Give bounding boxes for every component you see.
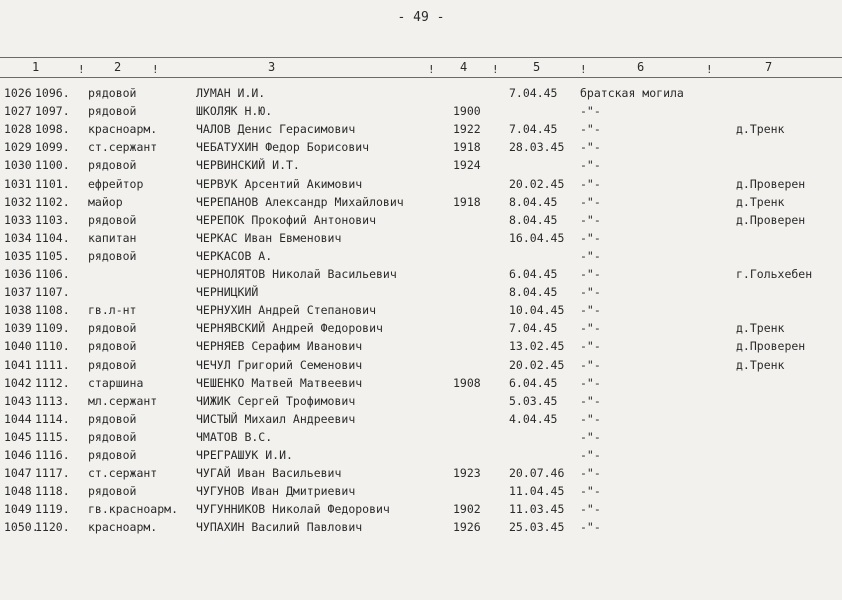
table-row: [0, 374, 842, 392]
record-number-cell: 1035: [4, 248, 32, 263]
location-cell: д.Тренк: [736, 122, 785, 137]
table-row: [0, 301, 842, 319]
record-number-cell: 1027: [4, 104, 32, 119]
rank-cell: капитан: [88, 230, 137, 245]
record-number-cell: 1029: [4, 140, 32, 155]
full-name-cell: ЧУПАХИН Василий Павлович: [196, 520, 363, 535]
record-number-cell: 1026: [4, 86, 32, 100]
record-number-cell: 1037: [4, 285, 32, 300]
rank-cell: рядовой: [88, 357, 137, 372]
birth-year-cell: 1918: [453, 194, 481, 209]
full-name-cell: ЧМАТОВ В.С.: [196, 429, 273, 444]
death-date-cell: 28.03.45: [509, 140, 565, 155]
record-number-cell: 1031: [4, 176, 32, 191]
register-number-cell: 1119.: [35, 502, 70, 517]
record-number-cell: 1040: [4, 339, 32, 354]
location-cell: д.Тренк: [736, 194, 785, 209]
record-number-cell: 1028: [4, 122, 32, 137]
full-name-cell: ЧАЛОВ Денис Герасимович: [196, 122, 356, 137]
register-number-cell: 1111.: [35, 357, 70, 372]
record-number-cell: 1034: [4, 230, 32, 245]
register-number-cell: 1115.: [35, 429, 70, 444]
rank-cell: рядовой: [88, 429, 137, 444]
table-row: [0, 500, 842, 518]
register-number-cell: 1114.: [35, 411, 70, 426]
rank-cell: ефрейтор: [88, 176, 144, 191]
table-row: [0, 319, 842, 337]
rank-cell: майор: [88, 194, 123, 209]
burial-place-cell: -"-: [580, 194, 601, 209]
death-date-cell: 5.03.45: [509, 393, 558, 408]
full-name-cell: ЧИЖИК Сергей Трофимович: [196, 393, 356, 408]
table-row: [0, 175, 842, 193]
rank-cell: рядовой: [88, 448, 137, 462]
register-number-cell: 1108.: [35, 303, 70, 318]
full-name-cell: ЧЕБАТУХИН Федор Борисович: [196, 140, 370, 155]
table-row: [0, 482, 842, 500]
register-number-cell: 1100.: [35, 158, 70, 173]
location-cell: д.Тренк: [736, 321, 785, 336]
burial-place-cell: -"-: [580, 285, 601, 300]
record-number-cell: 1030: [4, 158, 32, 173]
record-number-cell: 1033: [4, 212, 32, 227]
register-number-cell: 1120.: [35, 520, 70, 535]
burial-place-cell: -"-: [580, 411, 601, 426]
rank-cell: гв.красноарм.: [88, 502, 179, 517]
record-number-cell: 1045: [4, 429, 32, 444]
burial-place-cell: -"-: [580, 122, 601, 137]
register-number-cell: 1116.: [35, 448, 70, 462]
register-number-cell: 1104.: [35, 230, 70, 245]
burial-place-cell: -"-: [580, 448, 601, 462]
rank-cell: рядовой: [88, 212, 137, 227]
burial-place-cell: -"-: [580, 375, 601, 390]
birth-year-cell: 1900: [453, 104, 481, 119]
register-number-cell: 1107.: [35, 285, 70, 300]
death-date-cell: 8.04.45: [509, 285, 558, 300]
register-number-cell: 1101.: [35, 176, 70, 191]
burial-place-cell: -"-: [580, 230, 601, 245]
column-header-2: 2: [114, 60, 122, 74]
table-row: [0, 428, 842, 446]
death-date-cell: 8.04.45: [509, 194, 558, 209]
full-name-cell: ЧЕРВИНСКИЙ И.Т.: [196, 158, 300, 173]
burial-place-cell: братская могила: [580, 86, 684, 100]
record-number-cell: 1042: [4, 375, 32, 390]
death-date-cell: 20.02.45: [509, 357, 565, 372]
table-row: [0, 464, 842, 482]
rank-cell: рядовой: [88, 158, 137, 173]
death-date-cell: 25.03.45: [509, 520, 565, 535]
location-cell: д.Проверен: [736, 212, 806, 227]
full-name-cell: ЧУГУНОВ Иван Дмитриевич: [196, 484, 356, 499]
column-header-6: 6: [637, 60, 645, 74]
table-row: [0, 337, 842, 355]
table-row: [0, 156, 842, 174]
register-number-cell: 1098.: [35, 122, 70, 137]
birth-year-cell: 1908: [453, 375, 481, 390]
record-number-cell: 1043: [4, 393, 32, 408]
record-number-cell: 1047: [4, 466, 32, 481]
rank-cell: рядовой: [88, 321, 137, 336]
full-name-cell: ЧЕРЕПОК Прокофий Антонович: [196, 212, 377, 227]
record-number-cell: 1041: [4, 357, 32, 372]
burial-place-cell: -"-: [580, 429, 601, 444]
burial-place-cell: -"-: [580, 176, 601, 191]
column-separator: !: [580, 63, 587, 76]
register-number-cell: 1097.: [35, 104, 70, 119]
full-name-cell: ЧЕРКАСОВ А.: [196, 248, 273, 263]
table-row: [0, 102, 842, 120]
birth-year-cell: 1926: [453, 520, 481, 535]
death-date-cell: 4.04.45: [509, 411, 558, 426]
death-date-cell: 7.04.45: [509, 86, 558, 100]
full-name-cell: ЧЕРНЯЕВ Серафим Иванович: [196, 339, 363, 354]
full-name-cell: ЧЕРНИЦКИЙ: [196, 285, 259, 300]
full-name-cell: ЧЕРЕПАНОВ Александр Михайлович: [196, 194, 404, 209]
full-name-cell: ЧИСТЫЙ Михаил Андреевич: [196, 411, 356, 426]
death-date-cell: 20.07.46: [509, 466, 565, 481]
table-row: [0, 446, 842, 464]
death-date-cell: 20.02.45: [509, 176, 565, 191]
burial-place-cell: -"-: [580, 520, 601, 535]
table-row: [0, 193, 842, 211]
table-row: [0, 410, 842, 428]
rank-cell: красноарм.: [88, 520, 158, 535]
death-date-cell: 6.04.45: [509, 375, 558, 390]
rank-cell: красноарм.: [88, 122, 158, 137]
column-header-1: 1: [32, 60, 40, 74]
burial-place-cell: -"-: [580, 357, 601, 372]
location-cell: д.Проверен: [736, 339, 806, 354]
death-date-cell: 11.03.45: [509, 502, 565, 517]
birth-year-cell: 1923: [453, 466, 481, 481]
table-row: [0, 84, 842, 102]
column-header-4: 4: [460, 60, 468, 74]
burial-place-cell: -"-: [580, 158, 601, 173]
column-header-7: 7: [765, 60, 773, 74]
death-date-cell: 8.04.45: [509, 212, 558, 227]
full-name-cell: ЧЕШЕНКО Матвей Матвеевич: [196, 375, 363, 390]
rank-cell: гв.л-нт: [88, 303, 137, 318]
full-name-cell: ЧЕРНЯВСКИЙ Андрей Федорович: [196, 321, 383, 336]
register-number-cell: 1112.: [35, 375, 70, 390]
register-number-cell: 1099.: [35, 140, 70, 155]
record-number-cell: 1048: [4, 484, 32, 499]
burial-place-cell: -"-: [580, 393, 601, 408]
burial-place-cell: -"-: [580, 339, 601, 354]
table-row: [0, 229, 842, 247]
register-number-cell: 1110.: [35, 339, 70, 354]
full-name-cell: ЧРЕГРАШУК И.И.: [196, 448, 293, 462]
full-name-cell: ЧЕРВУК Арсентий Акимович: [196, 176, 363, 191]
location-cell: г.Гольхебен: [736, 267, 813, 281]
table-row: [0, 247, 842, 265]
burial-place-cell: -"-: [580, 104, 601, 119]
burial-place-cell: -"-: [580, 248, 601, 263]
table-row: [0, 265, 842, 283]
register-number-cell: 1113.: [35, 393, 70, 408]
record-number-cell: 1038: [4, 303, 32, 318]
full-name-cell: ЧУГУННИКОВ Николай Федорович: [196, 502, 390, 517]
location-cell: д.Проверен: [736, 176, 806, 191]
register-number-cell: 1118.: [35, 484, 70, 499]
full-name-cell: ЧЕРНОЛЯТОВ Николай Васильевич: [196, 267, 397, 281]
rank-cell: старшина: [88, 375, 144, 390]
column-separator: !: [428, 63, 435, 76]
death-date-cell: 16.04.45: [509, 230, 565, 245]
burial-place-cell: -"-: [580, 502, 601, 517]
full-name-cell: ЧЕЧУЛ Григорий Семенович: [196, 357, 363, 372]
death-date-cell: 7.04.45: [509, 122, 558, 137]
register-number-cell: 1105.: [35, 248, 70, 263]
record-number-cell: 1036: [4, 267, 32, 281]
table-row: [0, 138, 842, 156]
column-separator: !: [152, 63, 159, 76]
record-number-cell: 1046: [4, 448, 32, 462]
register-number-cell: 1096.: [35, 86, 70, 100]
header-top-rule: [0, 57, 842, 58]
record-number-cell: 1032: [4, 194, 32, 209]
death-date-cell: 7.04.45: [509, 321, 558, 336]
full-name-cell: ЧЕРНУХИН Андрей Степанович: [196, 303, 377, 318]
column-separator: !: [78, 63, 85, 76]
record-number-cell: 1039: [4, 321, 32, 336]
rank-cell: ст.сержант: [88, 466, 158, 481]
rank-cell: рядовой: [88, 86, 137, 100]
record-number-cell: 1044: [4, 411, 32, 426]
burial-place-cell: -"-: [580, 140, 601, 155]
rank-cell: рядовой: [88, 248, 137, 263]
burial-place-cell: -"-: [580, 212, 601, 227]
page-number: - 49 -: [397, 10, 445, 25]
table-row: [0, 356, 842, 374]
location-cell: д.Тренк: [736, 357, 785, 372]
full-name-cell: ШКОЛЯК Н.Ю.: [196, 104, 273, 119]
column-separator: !: [492, 63, 499, 76]
death-date-cell: 13.02.45: [509, 339, 565, 354]
death-date-cell: 6.04.45: [509, 267, 558, 281]
burial-place-cell: -"-: [580, 267, 601, 281]
full-name-cell: ЧУГАЙ Иван Васильевич: [196, 466, 342, 481]
burial-place-cell: -"-: [580, 321, 601, 336]
burial-place-cell: -"-: [580, 484, 601, 499]
birth-year-cell: 1922: [453, 122, 481, 137]
birth-year-cell: 1918: [453, 140, 481, 155]
register-number-cell: 1109.: [35, 321, 70, 336]
rank-cell: ст.сержант: [88, 140, 158, 155]
death-date-cell: 10.04.45: [509, 303, 565, 318]
table-row: [0, 283, 842, 301]
record-number-cell: 1050.: [4, 520, 39, 535]
register-number-cell: 1102.: [35, 194, 70, 209]
burial-place-cell: -"-: [580, 466, 601, 481]
register-number-cell: 1117.: [35, 466, 70, 481]
rank-cell: рядовой: [88, 484, 137, 499]
burial-place-cell: -"-: [580, 303, 601, 318]
birth-year-cell: 1924: [453, 158, 481, 173]
register-number-cell: 1106.: [35, 267, 70, 281]
rank-cell: рядовой: [88, 339, 137, 354]
table-row: [0, 211, 842, 229]
full-name-cell: ЧЕРКАС Иван Евменович: [196, 230, 342, 245]
register-number-cell: 1103.: [35, 212, 70, 227]
header-bottom-rule: [0, 77, 842, 78]
record-number-cell: 1049: [4, 502, 32, 517]
table-row: [0, 518, 842, 536]
death-date-cell: 11.04.45: [509, 484, 565, 499]
column-separator: !: [706, 63, 713, 76]
birth-year-cell: 1902: [453, 502, 481, 517]
column-header-3: 3: [268, 60, 276, 74]
full-name-cell: ЛУМАН И.И.: [196, 86, 266, 100]
table-row: [0, 392, 842, 410]
rank-cell: мл.сержант: [88, 393, 158, 408]
rank-cell: рядовой: [88, 411, 137, 426]
column-header-5: 5: [533, 60, 541, 74]
rank-cell: рядовой: [88, 104, 137, 119]
table-row: [0, 120, 842, 138]
